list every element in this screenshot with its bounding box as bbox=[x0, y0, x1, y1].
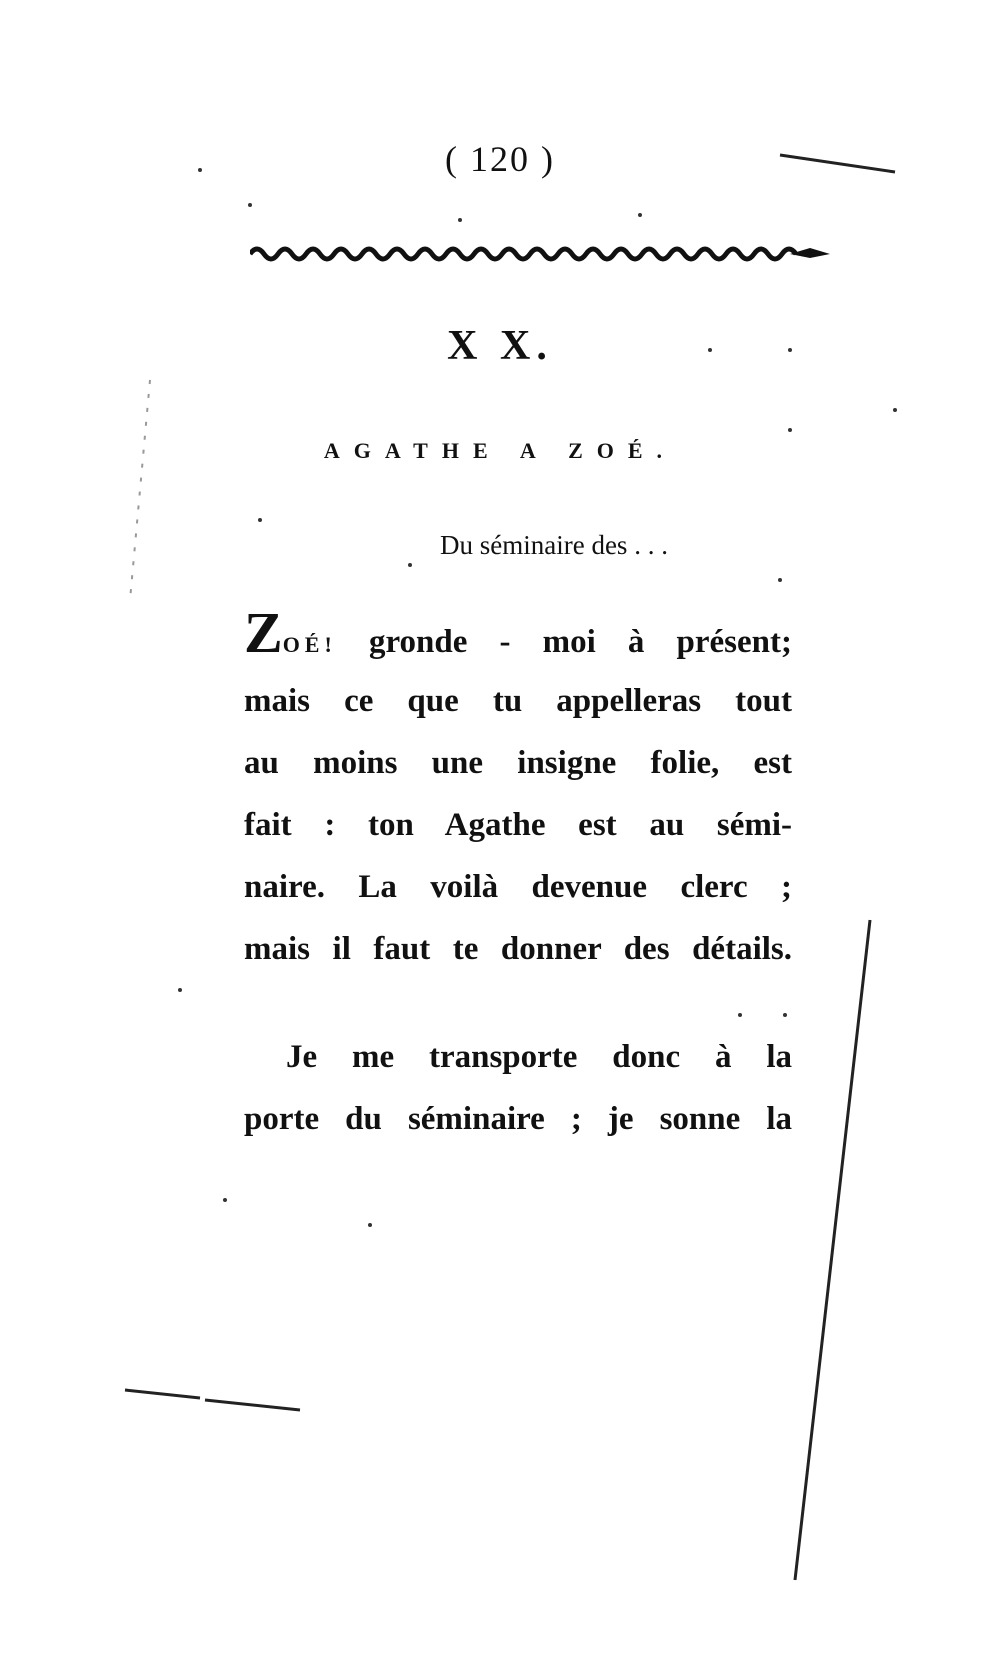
text-line: mais il faut te donner des détails. bbox=[244, 931, 792, 967]
text-line: porte du séminaire ; je sonne la bbox=[244, 1101, 792, 1137]
first-line-text: gronde - moi à présent; bbox=[336, 624, 792, 660]
page-number: ( 120 ) bbox=[445, 139, 555, 179]
paragraph-2 bbox=[244, 1026, 792, 1150]
text-line: naire. La voilà devenue clerc ; bbox=[244, 869, 792, 905]
chapter-number: X X. bbox=[447, 323, 553, 369]
text-line: mais ce que tu appelleras tout bbox=[244, 683, 792, 719]
dateline: Du séminaire des . . . bbox=[440, 530, 668, 560]
small-caps-text: OÉ! bbox=[282, 632, 337, 657]
drop-cap: Z bbox=[244, 600, 283, 665]
letter-heading: AGATHE A ZOÉ. bbox=[323, 438, 677, 463]
text-line: fait : ton Agathe est au sémi- bbox=[244, 807, 792, 843]
text-line bbox=[244, 600, 792, 670]
paragraph-1 bbox=[244, 600, 792, 980]
text-line: au moins une insigne folie, est bbox=[244, 745, 792, 781]
text-line: Je me transporte donc à la bbox=[286, 1039, 792, 1075]
wavy-rule-ornament bbox=[250, 240, 830, 266]
